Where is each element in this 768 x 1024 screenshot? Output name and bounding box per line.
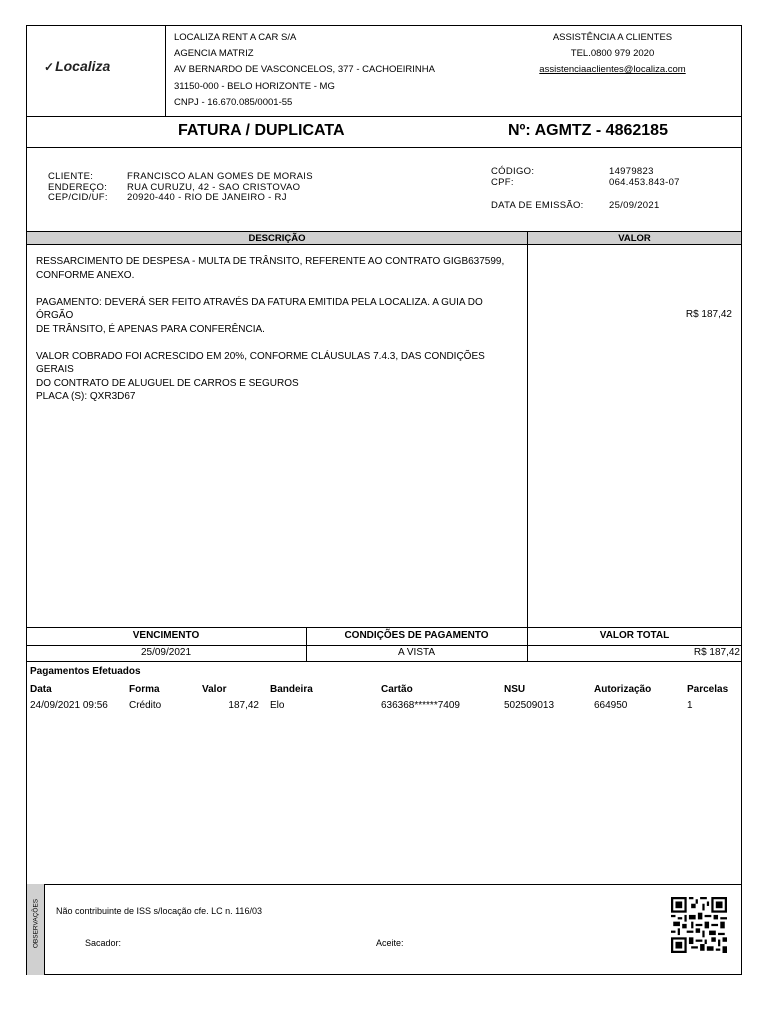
description-line: PLACA (S): QXR3D67 [36,391,136,402]
logo-icon: ✓ [44,60,55,74]
code-value: 14979823 [609,166,654,177]
company-address: AV BERNARDO DE VASCONCELOS, 377 - CACHOEIRINHA [174,64,435,76]
due-header: VENCIMENTO [132,630,200,641]
code-cpf-labels [491,167,534,188]
client-address: RUA CURUZU, 42 - SAO CRISTOVAO [127,181,301,193]
col-header-brand: Bandeira [270,684,313,695]
divider [26,661,742,662]
total-header: VALOR TOTAL [599,630,670,641]
payment-date: 24/09/2021 09:56 [30,700,108,711]
description-line: VALOR COBRADO FOI ACRESCIDO EM 20%, CONFORME CLÁUSULAS 7.4.3, DAS CONDIÇÕES GERAIS [36,350,485,375]
code-cpf-values [609,167,680,188]
support-email-link[interactable]: assistenciaaclientes@localiza.com [539,64,686,76]
company-city: 31150-000 - BELO HORIZONTE - MG [174,80,335,92]
invoice-number: Nº: AGMTZ - 4862185 [508,122,668,139]
sacador-label: Sacador: [85,938,122,948]
due-date: 25/09/2021 [140,647,192,658]
description-line: DO CONTRATO DE ALUGUEL DE CARROS E SEGUROS [36,377,299,389]
description-line: RESSARCIMENTO DE DESPESA - MULTA DE TRÂNSITO, REFERENTE AO CONTRATO GIGB637599, [36,256,505,267]
divider [26,147,742,148]
col-header-installments: Parcelas [687,684,729,695]
description-spacer [36,336,521,350]
logo-text: Localiza [55,58,111,74]
support-phone: TEL.0800 979 2020 [570,48,655,60]
items-divider [527,231,528,627]
col-header-card: Cartão [381,684,413,695]
description-header: DESCRIÇÃO [26,231,527,245]
payment-form: Crédito [129,700,162,711]
payment-card: 636368******7409 [381,700,460,711]
client-labels [48,172,108,204]
col-header-authorization: Autorização [594,684,652,695]
observations-label: OBSERVAÇÕES [32,898,40,949]
company-cnpj: CNPJ - 16.670.085/0001-55 [174,96,293,108]
payment-brand: Elo [270,700,285,711]
company-name: LOCALIZA RENT A CAR S/A [174,32,297,43]
client-values [127,172,313,204]
code-label: CÓDIGO: [491,166,535,177]
description-line: PAGAMENTO: DEVERÁ SER FEITO ATRAVÉS DA FATURA EMITIDA PELA LOCALIZA. A GUIA DO ÓRGÃO [36,296,483,321]
support-title: ASSISTÊNCIA A CLIENTES [552,32,673,43]
col-header-value: Valor [202,684,227,695]
company-info [174,30,435,111]
conditions-header: CONDIÇÕES DE PAGAMENTO [344,630,489,641]
description-spacer [36,282,521,296]
cpf-value: 064.453.843-07 [609,176,680,188]
payment-installments: 1 [687,700,693,711]
divider [26,645,742,646]
client-name: FRANCISCO ALAN GOMES DE MORAIS [127,171,313,182]
company-agency: AGENCIA MATRIZ [174,48,254,60]
divider [26,884,742,885]
payment-value: 187,42 [228,700,259,711]
localiza-logo [44,58,110,74]
payment-authorization: 664950 [594,700,628,711]
document-title: FATURA / DUPLICATA [178,122,345,139]
client-cep: 20920-440 - RIO DE JANEIRO - RJ [127,192,287,203]
col-header-form: Forma [129,684,160,695]
header-divider [165,25,166,116]
col-header-date: Data [30,684,52,695]
cep-label: CEP/CID/UF: [48,192,108,203]
emission-label: DATA DE EMISSÃO: [491,200,584,211]
payment-nsu: 502509013 [504,700,555,711]
divider [26,627,742,628]
payments-title: Pagamentos Efetuados [30,666,141,677]
item-value: R$ 187,42 [685,309,732,320]
iss-note: Não contribuinte de ISS s/locação cfe. LC n. 116/03 [56,906,262,916]
qr-code-icon [669,897,729,953]
description-body [36,255,521,404]
support-info [510,30,715,79]
aceite-label: Aceite: [376,938,404,948]
observations-divider [44,884,45,975]
col-header-nsu: NSU [504,684,526,695]
description-line: CONFORME ANEXO. [36,269,135,281]
client-label: CLIENTE: [48,171,94,182]
description-line: DE TRÂNSITO, É APENAS PARA CONFERÊNCIA. [36,323,265,335]
total-value: R$ 187,42 [693,647,740,658]
payment-conditions: A VISTA [397,647,436,658]
cpf-label: CPF: [491,176,514,188]
address-label: ENDEREÇO: [48,181,108,193]
emission-date: 25/09/2021 [609,200,660,211]
value-header: VALOR [527,231,742,245]
divider [26,116,742,117]
